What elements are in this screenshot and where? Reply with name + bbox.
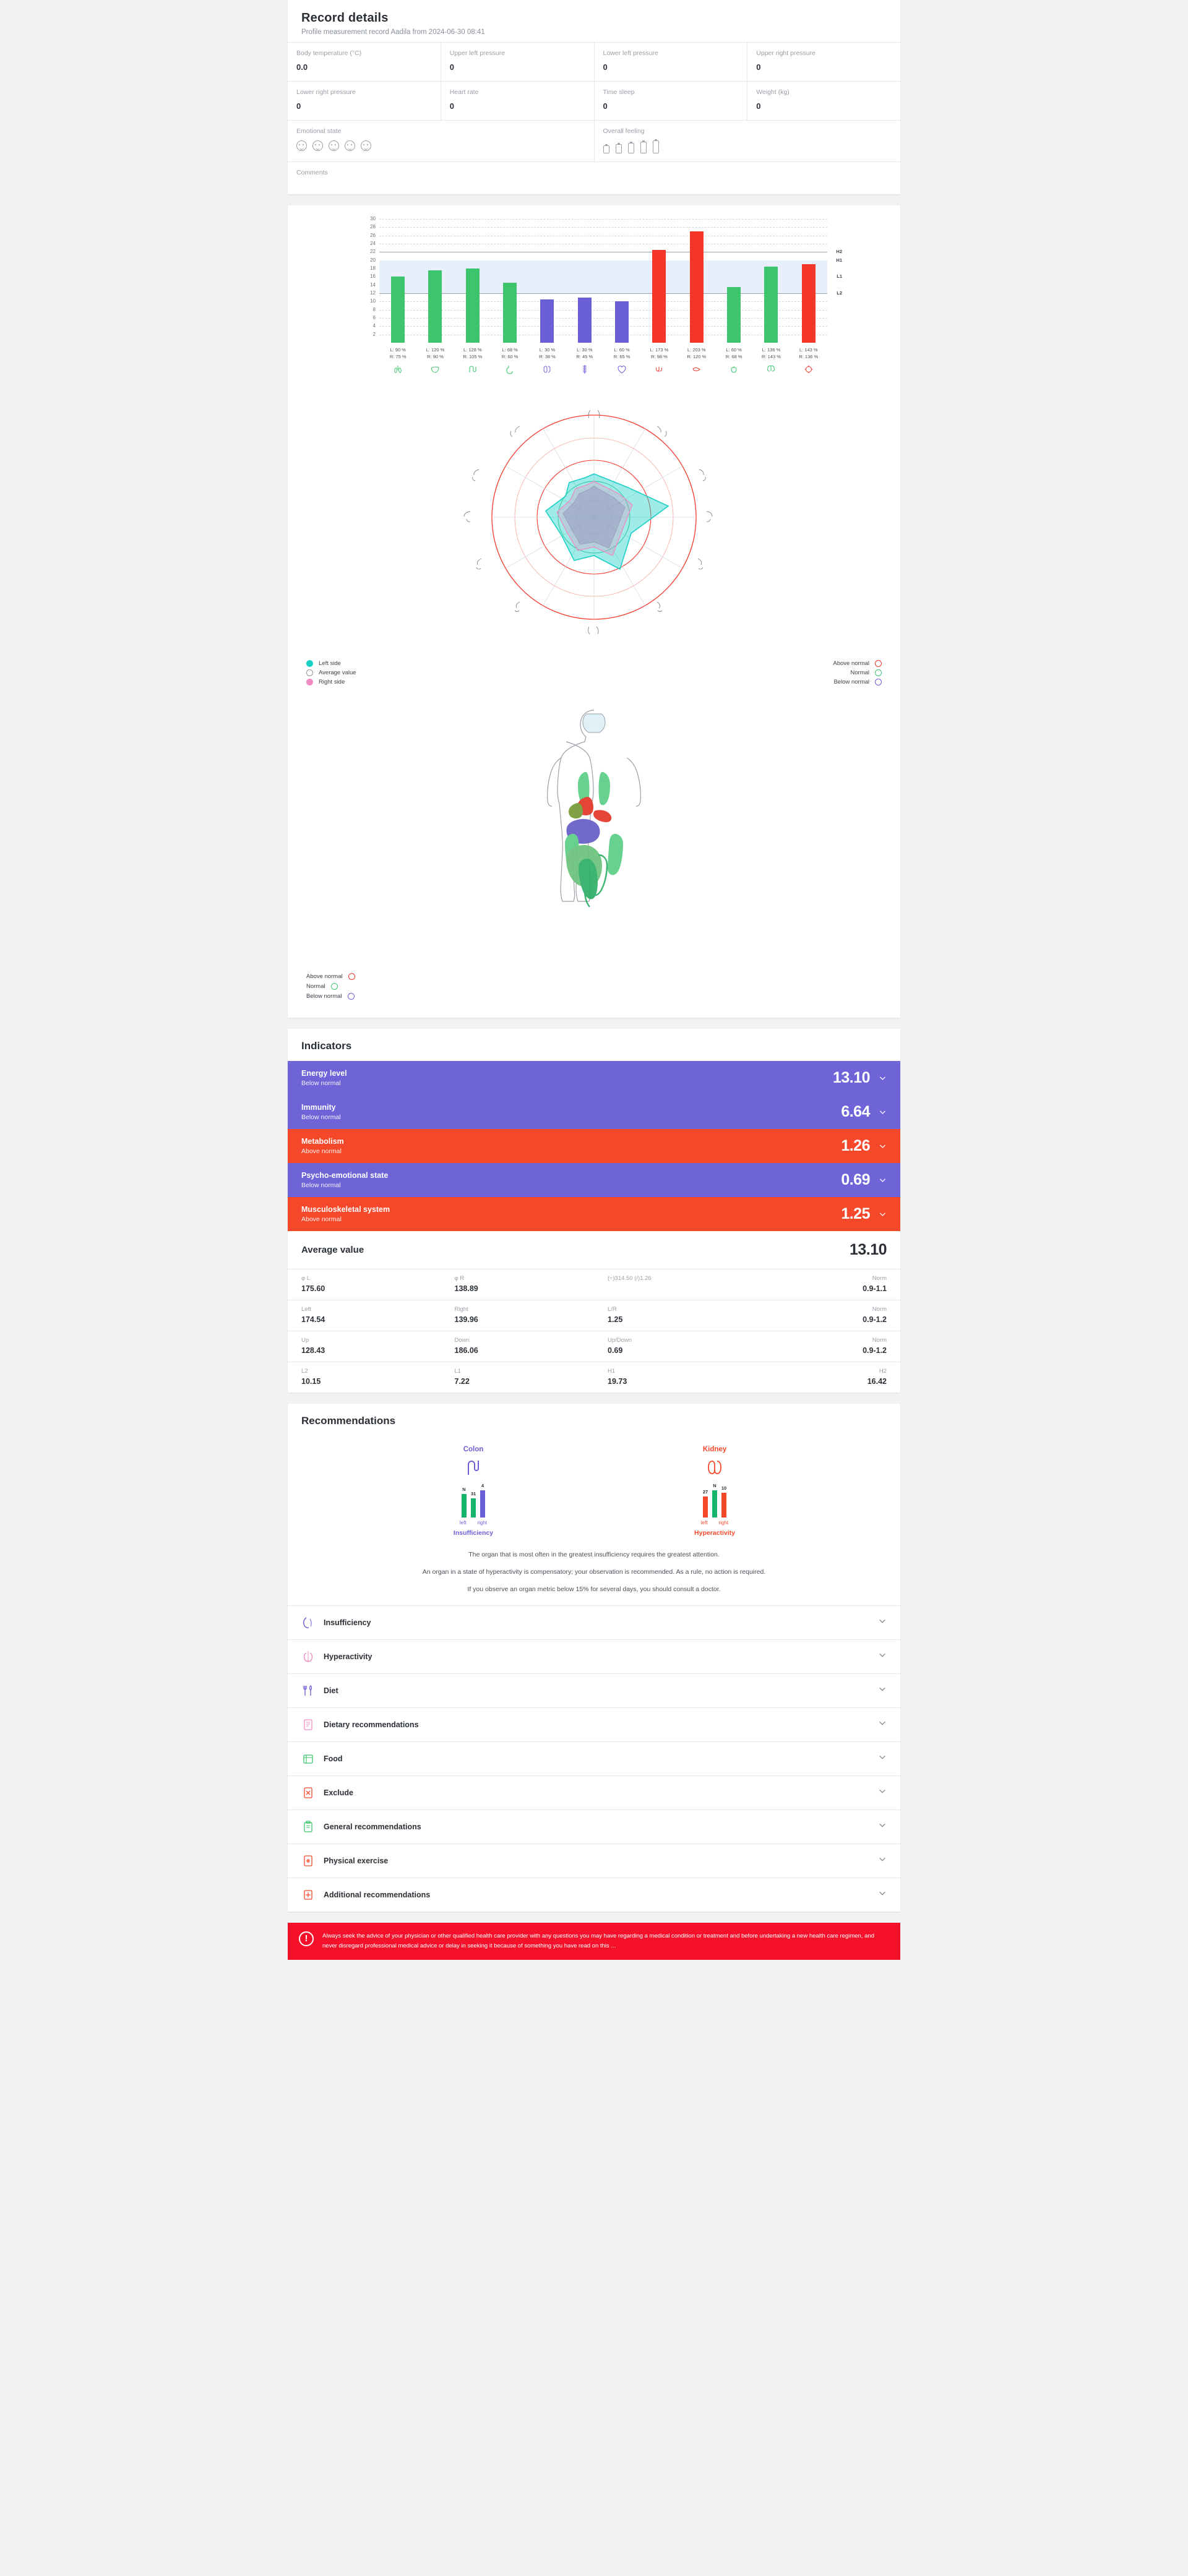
- warning-icon: !: [299, 1931, 314, 1946]
- x-axis-label: L: 128 % R: 105 %: [463, 347, 483, 360]
- chevron-down-icon[interactable]: [878, 1719, 887, 1730]
- y-axis-tick: 14: [370, 281, 376, 288]
- legend-swatch-right-icon: [306, 679, 313, 685]
- x-axis-label: L: 60 % R: 68 %: [725, 347, 742, 360]
- bladder-icon[interactable]: [715, 364, 752, 374]
- metrics-row-1: [288, 1269, 900, 1300]
- indicator-metabolism[interactable]: [288, 1129, 900, 1163]
- average-value-label: Average value: [301, 1244, 364, 1255]
- legend-swatch-below-icon: [348, 993, 355, 1000]
- average-value: 13.10: [849, 1240, 887, 1258]
- indicator-name: Energy level: [301, 1068, 347, 1078]
- recommendation-notes: [288, 1540, 900, 1605]
- cutlery-icon: [301, 1683, 315, 1698]
- field-value: 0.0: [296, 62, 308, 72]
- indicator-text: [301, 1137, 344, 1155]
- indicator-name: Musculoskeletal system: [301, 1204, 390, 1214]
- chevron-down-icon[interactable]: [878, 1651, 887, 1662]
- x-axis-label: L: 173 % R: 98 %: [650, 347, 669, 360]
- field-label: Lower left pressure: [603, 49, 658, 57]
- x-axis-label: L: 60 % R: 65 %: [613, 347, 631, 360]
- indicator-musculoskeletal-system[interactable]: [288, 1197, 900, 1231]
- colon-icon[interactable]: [454, 364, 491, 374]
- chevron-down-icon[interactable]: [878, 1685, 887, 1696]
- x-axis-label: L: 203 % R: 120 %: [687, 347, 707, 360]
- mini-bar: [470, 1490, 476, 1518]
- metric-h1: H1 19.73: [608, 1367, 627, 1386]
- record-details-card: [288, 0, 900, 194]
- emoji-neutral-icon[interactable]: [329, 140, 339, 151]
- metric-right: Right 139.96: [454, 1305, 478, 1324]
- y-axis-tick: 20: [370, 257, 376, 263]
- recommendations-title: Recommendations: [301, 1414, 396, 1427]
- y-axis-tick: 16: [370, 273, 376, 280]
- field-heart-rate[interactable]: [441, 82, 595, 120]
- field-upper-right-pressure[interactable]: [747, 43, 900, 81]
- metric-l1: L1 7.22: [454, 1367, 470, 1386]
- chevron-down-icon[interactable]: [878, 1889, 887, 1900]
- field-label: Comments: [296, 169, 328, 176]
- metrics-row-4: [288, 1362, 900, 1393]
- x-axis-label: L: 30 % R: 38 %: [539, 347, 556, 360]
- section-label: Diet: [324, 1686, 338, 1695]
- section-diet[interactable]: [288, 1673, 900, 1707]
- indicator-text: [301, 1205, 390, 1223]
- bar-column[interactable]: [379, 219, 416, 343]
- lungs-icon[interactable]: [379, 364, 416, 374]
- battery-level-3-icon[interactable]: [628, 143, 634, 153]
- bar-column[interactable]: [752, 219, 790, 343]
- immune-icon[interactable]: [790, 364, 827, 374]
- clipboard-icon: [301, 1717, 315, 1732]
- recommendations-card: [288, 1404, 900, 1912]
- indicator-immunity[interactable]: [288, 1095, 900, 1129]
- x-axis-label: L: 68 % R: 60 %: [501, 347, 519, 360]
- legend-item-above-normal: Above normal: [833, 660, 882, 667]
- chevron-down-icon[interactable]: [879, 1176, 887, 1184]
- mini-bar-label: 27: [702, 1488, 708, 1495]
- metric-phi-left: φ L 175.60: [301, 1274, 325, 1293]
- radar-legend-left: [306, 658, 356, 688]
- liver-icon[interactable]: [416, 364, 454, 374]
- note-line-2: An organ in a state of hyperactivity is compensatory; your observation is recommended. As a rule, no action is required.: [422, 1568, 766, 1576]
- chevron-down-icon[interactable]: [879, 1108, 887, 1116]
- indicator-text: [301, 1103, 341, 1121]
- bar-chart: [288, 205, 900, 380]
- chevron-down-icon[interactable]: [878, 1753, 887, 1764]
- mini-bar-label: N: [462, 1486, 466, 1492]
- legend-item-left-side: Left side: [306, 660, 356, 667]
- section-exclude[interactable]: [288, 1775, 900, 1810]
- mini-bar-label: 4: [481, 1482, 484, 1488]
- section-label: Dietary recommendations: [324, 1720, 419, 1729]
- metric-h2: H2 16.42: [867, 1367, 887, 1386]
- field-lower-left-pressure[interactable]: [595, 43, 748, 81]
- field-label: Time sleep: [603, 88, 635, 96]
- field-label: Lower right pressure: [296, 88, 356, 96]
- legend-swatch-average-icon: [306, 669, 313, 676]
- kidney-icon[interactable]: [528, 364, 566, 374]
- indicator-value: 1.25: [841, 1204, 870, 1222]
- chevron-down-icon[interactable]: [879, 1142, 887, 1150]
- hyperactivity-icon: [301, 1649, 315, 1664]
- zone-label-l2: L2: [837, 290, 842, 296]
- zone-label-h2: H2: [836, 249, 842, 255]
- emoji-very-sad-icon[interactable]: [296, 140, 307, 151]
- thyroid-icon[interactable]: [640, 364, 678, 374]
- zone-label-h1: H1: [836, 257, 842, 263]
- battery-level-1-icon[interactable]: [603, 145, 609, 153]
- chevron-down-icon[interactable]: [878, 1787, 887, 1798]
- kidney-icon: [647, 1457, 783, 1478]
- metric-norm-2: Norm 0.9-1.2: [863, 1305, 887, 1324]
- kidney-mini-chart-labels: left right: [700, 1519, 729, 1526]
- section-additional-recommendations[interactable]: [288, 1878, 900, 1912]
- record-row-3: [288, 120, 900, 161]
- legend-swatch-left-icon: [306, 660, 313, 667]
- field-value: 0: [756, 101, 761, 111]
- overall-feeling-options[interactable]: [603, 140, 892, 153]
- highlight-colon: [405, 1446, 541, 1537]
- y-axis-tick: 8: [372, 306, 376, 312]
- kidney-mini-chart: [647, 1480, 783, 1518]
- field-value: 0: [603, 101, 608, 111]
- body-map-svg: [523, 704, 665, 964]
- indicator-value: 13.10: [832, 1068, 870, 1086]
- field-comments[interactable]: [288, 161, 900, 194]
- note-line-1: The organ that is most often in the greatest insufficiency requires the greatest attention.: [468, 1550, 720, 1558]
- bar: [727, 287, 741, 343]
- insufficiency-icon: [301, 1615, 315, 1630]
- field-weight[interactable]: [747, 82, 900, 120]
- page-title: Record details: [301, 11, 389, 25]
- section-food[interactable]: [288, 1741, 900, 1775]
- indicator-psycho-emotional-state[interactable]: [288, 1163, 900, 1197]
- mini-bar: [702, 1488, 708, 1518]
- indicators-card: [288, 1029, 900, 1393]
- field-label: Upper right pressure: [756, 49, 816, 57]
- bodymap-legend-below-normal: Below normal: [306, 993, 882, 1000]
- average-value-row: [288, 1231, 900, 1269]
- emoji-sad-icon[interactable]: [312, 140, 323, 151]
- metric-l2: L2 10.15: [301, 1367, 321, 1386]
- colon-mini-chart-labels: left right: [459, 1519, 488, 1526]
- bar-column[interactable]: [566, 219, 603, 343]
- record-subtitle: Profile measurement record Aadila from 2024-06-30 08:41: [301, 28, 485, 36]
- bar-column[interactable]: [454, 219, 491, 343]
- y-axis-tick: 6: [372, 315, 376, 320]
- bar: [690, 231, 704, 343]
- bar-column[interactable]: [603, 219, 640, 343]
- exercise-icon: [301, 1853, 315, 1868]
- chevron-down-icon[interactable]: [878, 1616, 887, 1628]
- mini-bar: [462, 1486, 467, 1518]
- bar-column[interactable]: [491, 219, 528, 343]
- colon-mini-chart: [405, 1480, 541, 1518]
- section-label: Food: [324, 1754, 343, 1763]
- metric-sum-ratio: (÷)314.50 (/)1.26: [608, 1274, 652, 1282]
- organ-icon-row: [356, 364, 832, 374]
- indicator-name: Metabolism: [301, 1136, 344, 1146]
- field-upper-left-pressure[interactable]: [441, 43, 595, 81]
- bar-column[interactable]: [640, 219, 678, 343]
- section-label: Hyperactivity: [324, 1652, 372, 1661]
- section-dietary-recommendations[interactable]: [288, 1707, 900, 1741]
- bar: [578, 298, 592, 343]
- section-insufficiency[interactable]: [288, 1605, 900, 1639]
- radar-chart: [288, 380, 900, 654]
- indicator-name: Immunity: [301, 1102, 336, 1112]
- section-label: Exclude: [324, 1788, 353, 1797]
- mini-bar: [721, 1485, 727, 1518]
- radar-legend-right: [833, 658, 882, 688]
- note-line-3: If you observe an organ metric below 15% for several days, you should consult a doctor.: [467, 1586, 721, 1594]
- bar: [540, 299, 554, 343]
- y-axis-tick: 10: [370, 298, 376, 304]
- metric-left-right-ratio: L/R 1.25: [608, 1305, 623, 1324]
- section-label: Insufficiency: [324, 1618, 371, 1627]
- field-value: 0: [756, 62, 761, 72]
- bar-series: [379, 219, 827, 343]
- recommendation-highlights: [288, 1436, 900, 1540]
- body-map: [288, 702, 900, 968]
- metric-up: Up 128.43: [301, 1336, 325, 1355]
- chevron-down-icon[interactable]: [879, 1210, 887, 1218]
- bar: [503, 283, 517, 343]
- field-value: 0: [296, 101, 301, 111]
- field-body-temperature[interactable]: [288, 43, 441, 81]
- additional-icon: [301, 1887, 315, 1902]
- record-row-1: [288, 42, 900, 81]
- chevron-down-icon[interactable]: [879, 1074, 887, 1082]
- battery-level-2-icon[interactable]: [616, 144, 622, 153]
- radar-chart-svg: [427, 390, 761, 650]
- indicator-value: 0.69: [841, 1170, 870, 1188]
- indicator-value: 1.26: [841, 1136, 870, 1154]
- legend-swatch-above-icon: [875, 660, 882, 667]
- disclaimer-banner: [288, 1923, 900, 1960]
- general-icon: [301, 1819, 315, 1834]
- indicator-name: Psycho-emotional state: [301, 1170, 389, 1180]
- mini-bar-label: 31: [470, 1490, 476, 1496]
- bar-chart-x-labels: [356, 346, 832, 361]
- bar: [428, 270, 442, 343]
- legend-item-below-normal: Below normal: [833, 679, 882, 685]
- legend-swatch-above-icon: [348, 973, 355, 980]
- indicators-title: Indicators: [301, 1039, 352, 1052]
- radar-legend: [288, 654, 900, 702]
- x-axis-label: L: 120 % R: 90 %: [426, 347, 445, 360]
- bar-column[interactable]: [678, 219, 715, 343]
- field-label: Heart rate: [449, 88, 479, 96]
- bar: [615, 301, 629, 343]
- field-label: Weight (kg): [756, 88, 790, 96]
- indicator-status: Below normal: [301, 1079, 341, 1087]
- body-map-legend: [288, 968, 900, 1018]
- record-details-header: [288, 0, 900, 42]
- legend-swatch-normal-icon: [875, 669, 882, 676]
- emoji-happy-icon[interactable]: [345, 140, 355, 151]
- y-axis-tick: 26: [370, 232, 376, 238]
- x-axis-label: L: 30 % R: 45 %: [576, 347, 593, 360]
- x-axis-label: L: 143 % R: 136 %: [799, 347, 819, 360]
- emoji-very-happy-icon[interactable]: [361, 140, 371, 151]
- highlight-kidney: [647, 1446, 783, 1537]
- field-time-sleep[interactable]: [595, 82, 748, 120]
- bodymap-legend-normal: Normal: [306, 983, 882, 990]
- bar: [802, 264, 816, 343]
- section-hyperactivity[interactable]: [288, 1639, 900, 1673]
- emotional-state-options[interactable]: [296, 140, 585, 151]
- pancreas-icon[interactable]: [678, 364, 715, 374]
- y-axis-tick: 30: [370, 216, 376, 221]
- indicator-status: Below normal: [301, 1113, 341, 1121]
- bar: [652, 250, 666, 343]
- section-label: Additional recommendations: [324, 1890, 431, 1899]
- disclaimer-text: Always seek the advice of your physician or other qualified health care provider with any questions you may have regarding a medical condition or treatment and before undertaking a new health care regimen, and never disregard professional medical advice or delay in seeking it because of something you have read on this ...: [322, 1932, 874, 1949]
- brain-icon[interactable]: [752, 364, 790, 374]
- chevron-down-icon[interactable]: [878, 1855, 887, 1866]
- kidney-state: Hyperactivity: [694, 1529, 735, 1537]
- section-label: General recommendations: [324, 1822, 421, 1831]
- bar-column[interactable]: [528, 219, 566, 343]
- bar: [764, 267, 778, 343]
- indicator-text: [301, 1069, 347, 1087]
- indicator-text: [301, 1171, 388, 1189]
- field-label: Upper left pressure: [449, 49, 506, 57]
- metric-norm-1: Norm 0.9-1.1: [863, 1274, 887, 1293]
- battery-level-4-icon[interactable]: [640, 142, 647, 153]
- metric-up-down-ratio: Up/Down 0.69: [608, 1336, 632, 1355]
- y-axis-tick: 2: [372, 331, 376, 337]
- field-lower-right-pressure[interactable]: [288, 82, 441, 120]
- mini-bar: [712, 1482, 717, 1518]
- mini-bar-label: N: [713, 1482, 717, 1488]
- field-value: 0: [603, 62, 608, 72]
- colon-icon: [405, 1457, 541, 1478]
- metric-down: Down 186.06: [454, 1336, 478, 1355]
- field-label: Emotional state: [296, 127, 342, 135]
- metrics-row-3: [288, 1331, 900, 1362]
- y-axis-tick: 24: [370, 241, 376, 246]
- bar-chart-plot: [356, 216, 842, 343]
- highlight-title: Colon: [463, 1445, 484, 1453]
- food-icon: [301, 1751, 315, 1766]
- measurement-charts-card: [288, 205, 900, 1018]
- legend-item-right-side: Right side: [306, 679, 356, 685]
- metric-phi-right: φ R 138.89: [454, 1274, 478, 1293]
- metric-norm-3: Norm 0.9-1.2: [863, 1336, 887, 1355]
- spine-icon[interactable]: [566, 364, 603, 374]
- y-axis-tick: 4: [372, 323, 376, 329]
- zone-label-l1: L1: [837, 273, 842, 280]
- section-physical-exercise[interactable]: [288, 1844, 900, 1878]
- y-axis-tick: 28: [370, 224, 376, 230]
- field-emotional-state[interactable]: [288, 121, 595, 161]
- bar: [466, 268, 480, 343]
- colon-state: Insufficiency: [453, 1529, 494, 1537]
- x-axis-label: L: 90 % R: 75 %: [389, 347, 407, 360]
- y-axis-tick: 18: [370, 265, 376, 271]
- y-axis-tick: 12: [370, 290, 376, 296]
- bar: [391, 277, 405, 343]
- legend-item-normal: Normal: [833, 669, 882, 676]
- record-row-2: [288, 81, 900, 120]
- stomach-icon[interactable]: [491, 364, 528, 374]
- chevron-down-icon[interactable]: [878, 1821, 887, 1832]
- bar-column[interactable]: [790, 219, 827, 343]
- mini-bar-label: 10: [721, 1485, 727, 1491]
- x-axis-label: L: 136 % R: 143 %: [762, 347, 781, 360]
- indicator-value: 6.64: [841, 1102, 870, 1120]
- section-label: Physical exercise: [324, 1856, 389, 1865]
- indicator-status: Below normal: [301, 1181, 341, 1189]
- battery-level-5-icon[interactable]: [653, 140, 659, 153]
- field-value: 0: [449, 62, 454, 72]
- mini-bar: [480, 1482, 485, 1518]
- bar-column[interactable]: [416, 219, 454, 343]
- metric-left: Left 174.54: [301, 1305, 325, 1324]
- legend-swatch-below-icon: [875, 679, 882, 685]
- highlight-title: Kidney: [702, 1445, 727, 1453]
- legend-item-average: Average value: [306, 669, 356, 676]
- indicator-energy-level[interactable]: [288, 1061, 900, 1095]
- field-label: Body temperature (°C): [296, 49, 362, 57]
- heart-icon[interactable]: [603, 364, 640, 374]
- metrics-row-2: [288, 1300, 900, 1331]
- indicator-status: Above normal: [301, 1147, 342, 1155]
- indicator-status: Above normal: [301, 1215, 342, 1223]
- field-overall-feeling[interactable]: [595, 121, 901, 161]
- y-axis-tick: 22: [370, 249, 376, 255]
- field-label: Overall feeling: [603, 127, 645, 135]
- bodymap-legend-above-normal: Above normal: [306, 973, 882, 980]
- section-general-recommendations[interactable]: [288, 1810, 900, 1844]
- legend-swatch-normal-icon: [331, 983, 338, 990]
- field-value: 0: [449, 101, 454, 111]
- bar-column[interactable]: [715, 219, 752, 343]
- exclude-icon: [301, 1785, 315, 1800]
